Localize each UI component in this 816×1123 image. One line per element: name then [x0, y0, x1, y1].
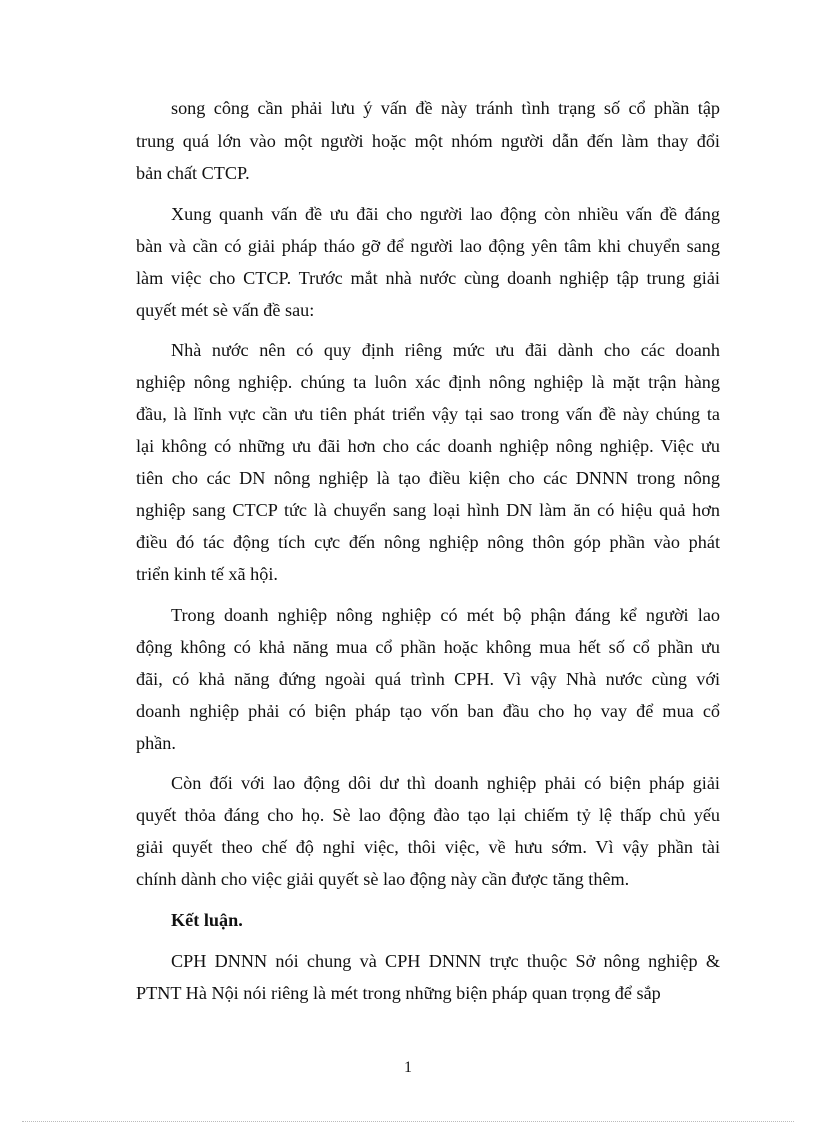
paragraph-4-line-4: doanh nghiệp phải có biện pháp tạo vốn ban đầu cho họ vay để mua cổ — [136, 701, 720, 721]
conclusion-line-2: PTNT Hà Nội nói riêng là mét trong những biện pháp quan trọng để sắp — [136, 983, 661, 1003]
paragraph-3-line-1: Nhà nước nên có quy định riêng mức ưu đãi dành cho các doanh — [171, 340, 720, 360]
paragraph-5-line-3: giải quyết theo chế độ nghỉ việc, thôi việc, về hưu sớm. Vì vậy phần tài — [136, 837, 720, 857]
paragraph-2-line-4: quyết mét sè vấn đề sau: — [136, 300, 315, 320]
paragraph-5-line-4: chính dành cho việc giải quyết sè lao động này cần được tăng thêm. — [136, 869, 630, 889]
paragraph-3-line-8: triển kinh tế xã hội. — [136, 564, 278, 584]
paragraph-4-line-1: Trong doanh nghiệp nông nghiệp có mét bộ phận đáng kể người lao — [171, 605, 720, 625]
paragraph-3-line-5: tiên cho các DN nông nghiệp là tạo điều kiện cho các DNNN trong nông — [136, 468, 720, 488]
conclusion-line-1: CPH DNNN nói chung và CPH DNNN trực thuộc Sở nông nghiệp & — [171, 951, 720, 971]
paragraph-5-line-2: quyết thỏa đáng cho họ. Sè lao động đào tạo lại chiếm tỷ lệ thấp chủ yếu — [136, 805, 720, 825]
page-bottom-border — [22, 1121, 794, 1122]
paragraph-3-line-4: lại không có những ưu đãi hơn cho các doanh nghiệp nông nghiệp. Việc ưu — [136, 436, 720, 456]
paragraph-5-line-1: Còn đối với lao động dôi dư thì doanh nghiệp phải có biện pháp giải — [171, 773, 720, 793]
paragraph-3-line-3: đầu, là lĩnh vực cần ưu tiên phát triển vậy tại sao trong vấn đề này chúng ta — [136, 404, 720, 424]
paragraph-2-line-1: Xung quanh vấn đề ưu đãi cho người lao động còn nhiều vấn đề đáng — [171, 204, 720, 224]
paragraph-2-line-2: bàn và cần có giải pháp tháo gỡ để người lao động yên tâm khi chuyển sang — [136, 236, 720, 256]
paragraph-3-line-6: nghiệp sang CTCP tức là chuyển sang loại hình DN làm ăn có hiệu quả hơn — [136, 500, 720, 520]
paragraph-1-line-3: bản chất CTCP. — [136, 163, 250, 183]
paragraph-1-line-1: song công cần phải lưu ý vấn đề này tránh tình trạng số cổ phần tập — [171, 98, 720, 118]
paragraph-4-line-2: động không có khả năng mua cổ phần hoặc không mua hết số cổ phần ưu — [136, 637, 720, 657]
paragraph-4-line-5: phần. — [136, 733, 176, 753]
page-number: 1 — [404, 1059, 412, 1076]
paragraph-3-line-2: nghiệp nông nghiệp. chúng ta luôn xác định nông nghiệp là mặt trận hàng — [136, 372, 720, 392]
paragraph-3-line-7: điều đó tác động tích cực đến nông nghiệp nông thôn góp phần vào phát — [136, 532, 720, 552]
paragraph-4-line-3: đãi, có khả năng đứng ngoài quá trình CPH. Vì vậy Nhà nước cùng với — [136, 669, 720, 689]
section-heading: Kết luận. — [171, 910, 243, 930]
paragraph-2-line-3: làm việc cho CTCP. Trước mắt nhà nước cùng doanh nghiệp tập trung giải — [136, 268, 720, 288]
paragraph-1-line-2: trung quá lớn vào một người hoặc một nhóm người dẫn đến làm thay đổi — [136, 131, 720, 151]
